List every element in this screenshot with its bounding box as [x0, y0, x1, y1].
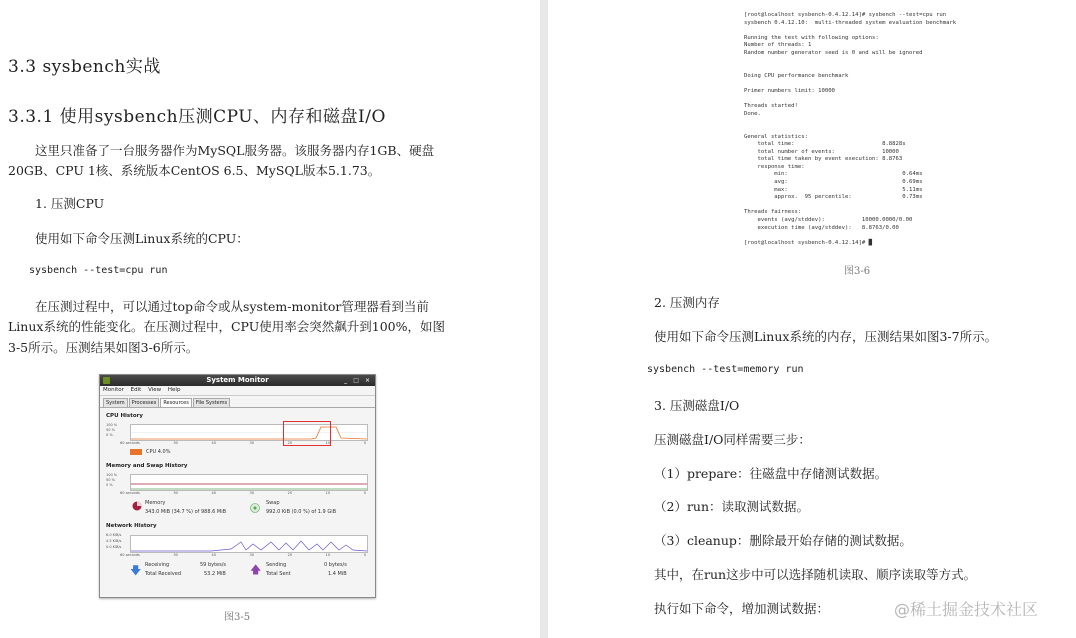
terminal-line: General statistics: — [744, 133, 808, 140]
terminal-line: total time: 8.8828s — [744, 141, 906, 148]
section-title: 3.3 sysbench实战 — [8, 57, 161, 77]
step-run: （2）run：读取测试数据。 — [654, 499, 810, 514]
total-received: 53.2 MiB — [204, 571, 226, 577]
terminal-line: Number of threads: 1 — [744, 42, 812, 49]
net-tick: 10 — [325, 553, 331, 557]
swap-pie-icon — [250, 503, 260, 513]
cpu-axis-100: 100 % — [106, 423, 118, 427]
terminal-line: approx. 95 percentile: 0.73ms — [744, 194, 923, 201]
mem-cmd-intro: 使用如下命令压测Linux系统的内存，压测结果如图3-7所示。 — [654, 329, 998, 344]
exec-cmd-intro: 执行如下命令，增加测试数据： — [654, 601, 830, 616]
terminal-line: Random number generator seed is 0 and will be ignored — [744, 49, 923, 56]
terminal-line: total time taken by event execution: 8.8763 — [744, 156, 903, 163]
subsection-title: 3.3.1 使用sysbench压测CPU、内存和磁盘I/O — [8, 107, 386, 127]
item1-title: 1. 压测CPU — [35, 196, 105, 211]
receiving-arrow-icon: 🡇 — [130, 564, 142, 577]
terminal-line: Doing CPU performance benchmark — [744, 72, 849, 79]
menu-bar — [100, 386, 375, 396]
window-title: System Monitor — [206, 376, 269, 384]
desc-line-3: 3-5所示。压测结果如图3-6所示。 — [8, 340, 199, 355]
cpu-history-title: CPU History — [106, 413, 143, 419]
terminal-line: execution time (avg/stddev): 8.8763/0.00 — [744, 224, 899, 231]
intro-line-2: 20GB、CPU 1核、系统版本CentOS 6.5、MySQL版本5.1.73。 — [8, 163, 381, 178]
cpu-tick: 10 — [325, 441, 331, 445]
terminal-line: Done. — [744, 110, 761, 117]
terminal-line — [744, 65, 1044, 73]
cpu-cmd-intro: 使用如下命令压测Linux系统的CPU： — [35, 231, 249, 246]
cpu-tick: 0 — [363, 441, 366, 445]
cpu-graph — [130, 424, 368, 441]
tab-file-systems: File Systems — [193, 398, 230, 407]
cpu-ticks — [120, 441, 366, 445]
total-sent: 1.4 MiB — [328, 571, 347, 577]
menu-monitor: Monitor — [103, 387, 124, 393]
cpu-tick: 60 seconds — [120, 441, 140, 445]
total-sent-label: Total Sent — [266, 571, 291, 577]
terminal-line: total number of events: 10000 — [744, 148, 899, 155]
terminal-line — [744, 232, 1044, 240]
memory-history-title: Memory and Swap History — [106, 463, 188, 469]
net-tick: 20 — [287, 553, 293, 557]
tab-resources: Resources — [160, 398, 192, 407]
net-tick: 30 — [249, 553, 255, 557]
cpu-tick: 50 — [173, 441, 178, 445]
mem-tick: 50 — [173, 491, 178, 495]
mem-axis-0: 0 % — [106, 483, 113, 487]
cpu-tick: 30 — [249, 441, 255, 445]
cpu-axis-0: 0 % — [106, 433, 113, 437]
sending-arrow-icon: 🡅 — [250, 563, 262, 576]
memory-pie-icon — [132, 501, 142, 511]
memory-graph — [130, 474, 368, 491]
mem-tick: 60 seconds — [120, 491, 140, 495]
disk-intro: 压测磁盘I/O同样需要三步： — [654, 432, 811, 447]
terminal-line: avg: 0.69ms — [744, 179, 923, 186]
swap-label: Swap — [266, 500, 280, 506]
sending-rate: 0 bytes/s — [324, 562, 347, 568]
net-tick: 0 — [363, 553, 366, 557]
net-axis-mid: 4.5 KiB/s — [106, 539, 122, 543]
mem-axis-100: 100 % — [106, 473, 118, 477]
net-axis-high: 6.0 KiB/s — [106, 533, 122, 537]
app-icon — [103, 377, 110, 384]
terminal-line: events (avg/stddev): 10000.0000/0.00 — [744, 217, 913, 224]
cpu-line-chart — [131, 425, 367, 440]
terminal-line — [744, 96, 1044, 104]
terminal-line: Running the test with following options: — [744, 34, 879, 41]
net-tick: 60 seconds — [120, 553, 140, 557]
desc-line-2: Linux系统的性能变化。在压测过程中，CPU使用率会突然飙升到100%，如图 — [8, 319, 445, 334]
terminal-line: sysbench 0.4.12.10: multi-threaded system evaluation benchmark — [744, 19, 957, 26]
system-monitor-figure — [99, 374, 376, 598]
net-ticks — [120, 553, 366, 557]
cpu-tick: 40 — [211, 441, 216, 445]
right-page — [548, 0, 1076, 638]
run-note: 其中，在run这步中可以选择随机读取、顺序读取等方式。 — [654, 567, 977, 582]
terminal-line — [744, 118, 1044, 126]
terminal-line: [root@localhost sysbench-0.4.12.14]# █ — [744, 239, 872, 246]
memory-line-chart — [131, 475, 367, 490]
intro-line-1: 这里只准备了一台服务器作为MySQL服务器。该服务器内存1GB、硬盘 — [35, 143, 435, 158]
memory-value: 343.0 MiB (34.7 %) of 988.6 MiB — [145, 509, 227, 515]
terminal-line: Threads started! — [744, 103, 798, 110]
memory-command: sysbench --test=memory run — [647, 364, 804, 375]
cpu-axis-50: 50 % — [106, 428, 115, 432]
terminal-line: response time: — [744, 163, 805, 170]
network-line-chart — [131, 536, 367, 552]
net-axis-zero: 0.0 KiB/s — [106, 545, 122, 549]
net-tick: 40 — [211, 553, 216, 557]
mem-tick: 40 — [211, 491, 216, 495]
cpu-tick: 20 — [287, 441, 293, 445]
net-tick: 50 — [173, 553, 178, 557]
step-cleanup: （3）cleanup：删除最开始存储的测试数据。 — [654, 533, 912, 548]
window-controls-icon: _ □ × — [344, 377, 372, 384]
figure-3-5-caption: 图3-5 — [224, 612, 251, 623]
terminal-line: max: 5.11ms — [744, 186, 923, 193]
mem-tick: 10 — [325, 491, 331, 495]
cpu-legend-swatch — [130, 449, 142, 455]
step-prepare: （1）prepare：往磁盘中存储测试数据。 — [654, 466, 888, 481]
mem-axis-50: 50 % — [106, 478, 115, 482]
terminal-line: Threads fairness: — [744, 209, 802, 216]
terminal-line — [744, 126, 1044, 134]
page-gap — [540, 0, 548, 638]
receiving-rate: 59 bytes/s — [200, 562, 227, 568]
mem-tick: 0 — [363, 491, 366, 495]
cpu-command: sysbench --test=cpu run — [29, 265, 168, 276]
swap-value: 992.0 KiB (0.0 %) of 1.9 GiB — [266, 509, 337, 515]
terminal-line — [744, 58, 1044, 66]
total-received-label: Total Received — [145, 571, 182, 577]
tab-processes: Processes — [129, 398, 160, 407]
receiving-label: Receiving — [145, 562, 170, 568]
menu-view: View — [148, 387, 162, 393]
network-graph — [130, 535, 368, 553]
figure-3-6-caption: 图3-6 — [844, 266, 871, 277]
desc-line-1: 在压测过程中，可以通过top命令或从system-monitor管理器看到当前 — [35, 299, 429, 314]
terminal-line: Primer numbers limit: 10000 — [744, 87, 835, 94]
memory-label: Memory — [145, 500, 166, 506]
sending-label: Sending — [266, 562, 287, 568]
terminal-line — [744, 80, 1044, 88]
terminal-line: min: 0.64ms — [744, 171, 923, 178]
mem-tick: 20 — [287, 491, 293, 495]
network-history-title: Network History — [106, 523, 157, 529]
terminal-line — [744, 202, 1044, 210]
tab-bar — [100, 398, 375, 408]
window-titlebar — [100, 375, 375, 386]
terminal-line: [root@localhost sysbench-0.4.12.14]# sysbench --test=cpu run — [744, 12, 947, 18]
menu-edit: Edit — [130, 387, 142, 393]
mem-tick: 30 — [249, 491, 255, 495]
item2-title: 2. 压测内存 — [654, 295, 720, 310]
watermark: @稀土掘金技术社区 — [894, 600, 1039, 619]
cpu-legend: CPU 4.0% — [146, 449, 171, 455]
terminal-output — [744, 12, 1044, 247]
item3-title: 3. 压测磁盘I/O — [654, 398, 740, 413]
terminal-line — [744, 27, 1044, 35]
tab-system: System — [103, 398, 128, 407]
menu-help: Help — [167, 387, 181, 393]
mem-ticks — [120, 491, 366, 495]
